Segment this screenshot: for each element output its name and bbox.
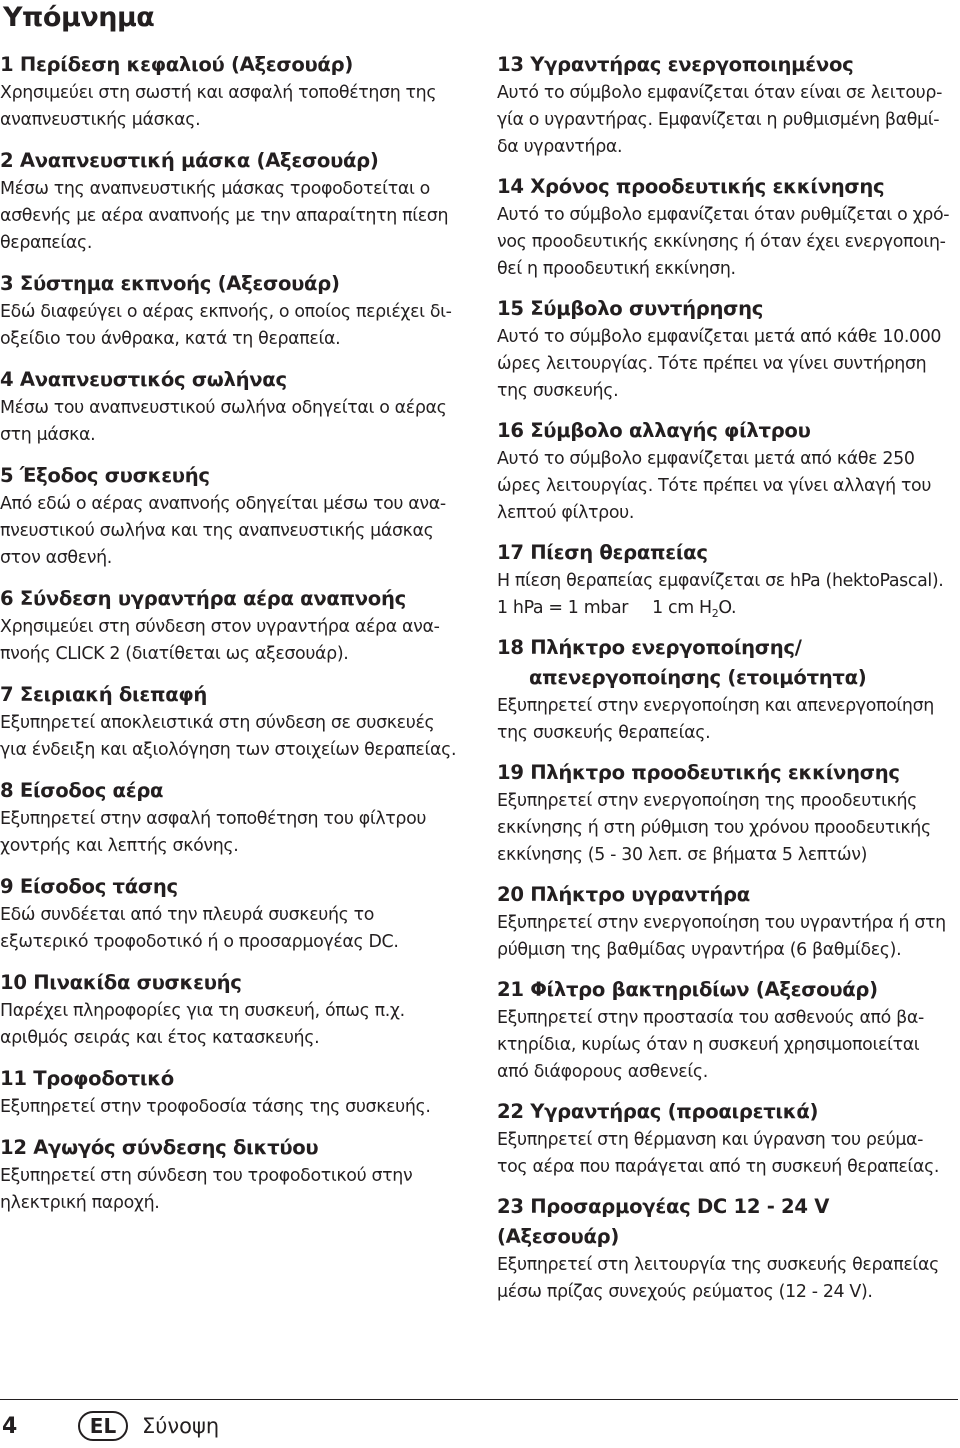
legend-entry-heading-line: 11 Τροφοδοτικό (0, 1067, 174, 1090)
legend-entry (497, 294, 957, 405)
legend-entry (0, 584, 468, 668)
legend-entry-description-line: εκκίνησης ή στη ρύθμιση του χρόνου προοδευτικής (497, 818, 931, 838)
page-title: Υπόμνημα (3, 2, 155, 33)
legend-entry-description-line: εξωτερικό τροφοδοτικό ή ο προσαρμογέας DC. (0, 932, 399, 952)
legend-entry-heading-line: 15 Σύμβολο συντήρησης (497, 297, 764, 320)
legend-entry-description-line: για ένδειξη και αξιολόγηση των στοιχείων θεραπείας. (0, 740, 457, 760)
legend-entry (0, 146, 468, 257)
legend-entry-heading (497, 416, 957, 446)
legend-entry (497, 538, 957, 622)
legend-entry-heading (497, 538, 957, 568)
legend-entry-description-line: Αυτό το σύμβολο εμφανίζεται όταν ρυθμίζεται ο χρό- (497, 205, 950, 225)
legend-entry-heading-line: 17 Πίεση θεραπείας (497, 541, 708, 564)
legend-entry-heading-line: 23 Προσαρμογέας DC 12 - 24 V (Αξεσουάρ) (497, 1195, 830, 1248)
legend-entry-description-line: δα υγραντήρα. (497, 137, 623, 157)
legend-entry-description-line: Αυτό το σύμβολο εμφανίζεται όταν είναι σε λειτουρ- (497, 83, 942, 103)
legend-entry-description-line: στη μάσκα. (0, 425, 96, 445)
legend-entry-heading-line: 20 Πλήκτρο υγραντήρα (497, 883, 750, 906)
legend-entry-description (497, 1127, 957, 1181)
legend-entry-description-line: χοντρής και λεπτής σκόνης. (0, 836, 239, 856)
legend-entry (497, 50, 957, 161)
legend-entry-description-line: θεί η προοδευτική εκκίνηση. (497, 259, 736, 279)
legend-entry-description-line: Παρέχει πληροφορίες για τη συσκευή, όπως π.χ. (0, 1001, 405, 1021)
legend-entry-heading (0, 50, 468, 80)
pressure-units-line (497, 595, 957, 622)
legend-entry-description-line: Αυτό το σύμβολο εμφανίζεται μετά από κάθε 250 (497, 449, 915, 469)
legend-entry (497, 975, 957, 1086)
legend-entry (497, 880, 957, 964)
legend-entry-description (497, 1005, 957, 1086)
legend-entry-heading (0, 365, 468, 395)
legend-entry-heading-line: 22 Υγραντήρας (προαιρετικά) (497, 1100, 819, 1123)
legend-entry-description-line: πνευστικού σωλήνα και της αναπνευστικής μάσκας (0, 521, 434, 541)
legend-entry-description-line: Μέσω του αναπνευστικού σωλήνα οδηγείται ο αέρας (0, 398, 447, 418)
legend-entry-description (0, 491, 468, 572)
legend-entry-description-line: γία ο υγραντήρας. Εμφανίζεται η ρυθμισμένη βαθμί- (497, 110, 940, 130)
legend-entry-description (0, 299, 468, 353)
legend-entry-description (0, 998, 468, 1052)
legend-entry-heading (0, 1133, 468, 1163)
legend-entry-description-line: νος προοδευτικής εκκίνησης ή όταν έχει ενεργοποιη- (497, 232, 946, 252)
legend-entry-description (497, 1252, 957, 1306)
legend-entry-heading-line: 2 Αναπνευστική μάσκα (Αξεσουάρ) (0, 149, 379, 172)
legend-entry-description (497, 202, 957, 283)
legend-entry-heading (0, 146, 468, 176)
page-number: 4 (2, 1413, 18, 1439)
legend-entry-heading (0, 968, 468, 998)
legend-entry-heading-line: 13 Υγραντήρας ενεργοποιημένος (497, 53, 854, 76)
legend-entry-description-line: Μέσω της αναπνευστικής μάσκας τροφοδοτείται ο (0, 179, 430, 199)
language-badge: EL (78, 1411, 128, 1441)
legend-entry-heading-line: 12 Αγωγός σύνδεσης δικτύου (0, 1136, 319, 1159)
legend-entry-description-line: ρύθμιση της βαθμίδας υγραντήρα (6 βαθμίδες). (497, 940, 902, 960)
legend-entry-heading-line: 19 Πλήκτρο προοδευτικής εκκίνησης (497, 761, 900, 784)
legend-entry-heading-line: 7 Σειριακή διεπαφή (0, 683, 208, 706)
legend-entry-description-line: Εξυπηρετεί στην τροφοδοσία τάσης της συσκευής. (0, 1097, 431, 1117)
footer-divider (0, 1399, 958, 1400)
legend-entry-description (497, 568, 957, 622)
legend-entry-description-line: Εξυπηρετεί στην προστασία του ασθενούς από βα- (497, 1008, 924, 1028)
legend-entry-heading (0, 584, 468, 614)
legend-entry-description (497, 693, 957, 747)
legend-entry (497, 758, 957, 869)
legend-entry-heading-line: 1 Περίδεση κεφαλιού (Αξεσουάρ) (0, 53, 353, 76)
legend-entry (497, 1097, 957, 1181)
legend-entry-description-line: ώρες λειτουργίας. Τότε πρέπει να γίνει συντήρηση (497, 354, 927, 374)
legend-entry-description-line: κτηρίδια, κυρίως όταν η συσκευή χρησιμοποιείται (497, 1035, 920, 1055)
legend-entry-heading (0, 269, 468, 299)
legend-entry (0, 872, 468, 956)
legend-entry-heading (497, 758, 957, 788)
pressure-units-subscript: 2 (711, 607, 719, 620)
legend-entry-description-line: αναπνευστικής μάσκας. (0, 110, 201, 130)
legend-entry-description-line: ώρες λειτουργίας. Τότε πρέπει να γίνει αλλαγή του (497, 476, 932, 496)
legend-entry-description-line: ηλεκτρική παροχή. (0, 1193, 160, 1213)
legend-entry-heading-line: 4 Αναπνευστικός σωλήνας (0, 368, 287, 391)
legend-entry-description-line: Εξυπηρετεί στη θέρμανση και ύγρανση του ρεύμα- (497, 1130, 924, 1150)
legend-entry-description-line: θεραπείας. (0, 233, 92, 253)
pressure-units-cm: 1 cm H (652, 598, 712, 618)
legend-entry-description-line: Εξυπηρετεί στη σύνδεση του τροφοδοτικού στην (0, 1166, 413, 1186)
legend-entry-description (0, 1094, 468, 1121)
legend-entry-description-line: αριθμός σειράς και έτος κατασκευής. (0, 1028, 320, 1048)
legend-entry (497, 1192, 957, 1306)
legend-entry-description (0, 614, 468, 668)
legend-entry-heading-line: 3 Σύστημα εκπνοής (Αξεσουάρ) (0, 272, 340, 295)
legend-entry-description-line: Εδώ διαφεύγει ο αέρας εκπνοής, ο οποίος περιέχει δι- (0, 302, 452, 322)
legend-entry-heading-line: 9 Είσοδος τάσης (0, 875, 178, 898)
legend-entry-heading (497, 633, 957, 693)
legend-entry-description (0, 806, 468, 860)
legend-entry-heading-line: 21 Φίλτρο βακτηριδίων (Αξεσουάρ) (497, 978, 878, 1001)
pressure-units-hpa: 1 hPa = 1 mbar (497, 598, 629, 618)
legend-entry-heading (497, 975, 957, 1005)
legend-entry-description-line: Από εδώ ο αέρας αναπνοής οδηγείται μέσω του ανα- (0, 494, 446, 514)
legend-entry-heading-line: 14 Χρόνος προοδευτικής εκκίνησης (497, 175, 885, 198)
section-name: Σύνοψη (142, 1414, 220, 1438)
legend-entry-description-line: της συσκευής. (497, 381, 619, 401)
legend-entry-description (0, 902, 468, 956)
legend-entry-description-line: εκκίνησης (5 - 30 λεπ. σε βήματα 5 λεπτών) (497, 845, 868, 865)
legend-entry-heading (0, 872, 468, 902)
legend-entry-description (497, 446, 957, 527)
legend-entry-description-line: πνοής CLICK 2 (διατίθεται ως αξεσουάρ). (0, 644, 349, 664)
legend-entry-description (497, 788, 957, 869)
legend-entry (0, 461, 468, 572)
legend-entry-description-line: Η πίεση θεραπείας εμφανίζεται σε hPa (hektoPascal). (497, 571, 944, 591)
legend-entry-description (497, 910, 957, 964)
legend-entry-description-line: Εξυπηρετεί στη λειτουργία της συσκευής θεραπείας (497, 1255, 939, 1275)
legend-entry-heading (0, 776, 468, 806)
legend-entry-description (0, 176, 468, 257)
legend-column-left (0, 50, 468, 1217)
legend-entry-heading (0, 461, 468, 491)
legend-entry-heading (497, 294, 957, 324)
legend-entry-description-line: λεπτού φίλτρου. (497, 503, 635, 523)
legend-entry-description-line: Εξυπηρετεί στην ενεργοποίηση της προοδευτικής (497, 791, 917, 811)
page-footer (0, 1406, 219, 1446)
legend-entry (497, 172, 957, 283)
legend-entry-description-line: ασθενής με αέρα αναπνοής με την απαραίτητη πίεση (0, 206, 449, 226)
legend-entry (0, 365, 468, 449)
legend-entry-heading (497, 880, 957, 910)
legend-entry-heading-line: 16 Σύμβολο αλλαγής φίλτρου (497, 419, 811, 442)
legend-entry-description-line: Εξυπηρετεί αποκλειστικά στη σύνδεση σε συσκευές (0, 713, 435, 733)
legend-entry-description-line: οξείδιο του άνθρακα, κατά τη θεραπεία. (0, 329, 341, 349)
pressure-units-suffix: O. (718, 598, 737, 618)
legend-entry-heading (0, 680, 468, 710)
legend-entry-heading-line: 5 Έξοδος συσκευής (0, 464, 210, 487)
legend-entry-description (0, 80, 468, 134)
legend-entry-description-line: Εξυπηρετεί στην ενεργοποίηση του υγραντήρα ή στη (497, 913, 946, 933)
legend-entry-heading-line: 8 Είσοδος αέρα (0, 779, 164, 802)
legend-entry-description-line: μέσω πρίζας συνεχούς ρεύματος (12 - 24 V). (497, 1282, 873, 1302)
legend-entry (0, 269, 468, 353)
legend-entry (497, 416, 957, 527)
legend-entry-description (497, 80, 957, 161)
legend-entry-description (497, 324, 957, 405)
legend-entry-description (0, 395, 468, 449)
legend-entry-description-line: Εξυπηρετεί στην ασφαλή τοποθέτηση του φίλτρου (0, 809, 427, 829)
legend-entry-description-line: της συσκευής θεραπείας. (497, 723, 711, 743)
legend-entry-description-line: Εξυπηρετεί στην ενεργοποίηση και απενεργοποίηση (497, 696, 934, 716)
legend-entry-description (0, 710, 468, 764)
legend-entry (497, 633, 957, 747)
legend-entry (0, 1133, 468, 1217)
legend-entry-description (0, 1163, 468, 1217)
legend-entry (0, 776, 468, 860)
legend-entry-heading-line: απενεργοποίησης (ετοιμότητα) (529, 666, 867, 689)
legend-entry-heading-line: 6 Σύνδεση υγραντήρα αέρα αναπνοής (0, 587, 406, 610)
legend-entry-description-line: από διάφορους ασθενείς. (497, 1062, 708, 1082)
legend-entry-description-line: στον ασθενή. (0, 548, 112, 568)
legend-entry-heading (497, 50, 957, 80)
legend-entry-description-line: Εδώ συνδέεται από την πλευρά συσκευής το (0, 905, 375, 925)
legend-entry-heading (497, 172, 957, 202)
legend-entry-description-line: Χρησιμεύει στη σύνδεση στον υγραντήρα αέρα ανα- (0, 617, 440, 637)
legend-entry-heading-line: 10 Πινακίδα συσκευής (0, 971, 242, 994)
legend-entry-heading (0, 1064, 468, 1094)
legend-column-right (497, 50, 957, 1306)
legend-entry-description-line: Αυτό το σύμβολο εμφανίζεται μετά από κάθε 10.000 (497, 327, 942, 347)
legend-entry (0, 50, 468, 134)
legend-entry (0, 1064, 468, 1121)
legend-entry-heading (497, 1097, 957, 1127)
legend-entry-heading (497, 1192, 957, 1252)
legend-entry-description-line: τος αέρα που παράγεται από τη συσκευή θεραπείας. (497, 1157, 940, 1177)
legend-entry-heading-line: 18 Πλήκτρο ενεργοποίησης/ (497, 636, 802, 659)
legend-entry (0, 680, 468, 764)
legend-entry-description-line: Χρησιμεύει στη σωστή και ασφαλή τοποθέτηση της (0, 83, 437, 103)
legend-entry (0, 968, 468, 1052)
